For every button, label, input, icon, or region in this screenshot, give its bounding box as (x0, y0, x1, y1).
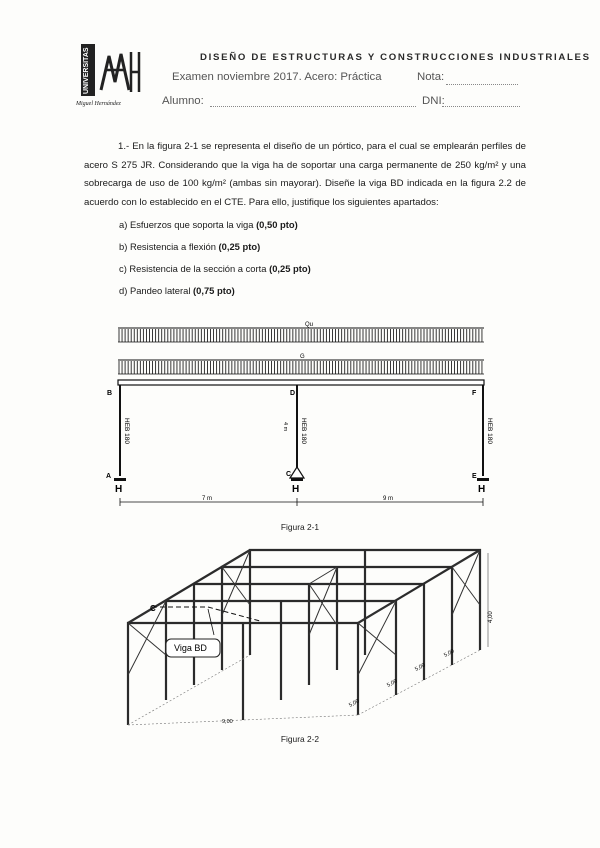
node-a-label: A (106, 473, 112, 480)
question-item-d: d) Pandeo lateral (0,75 pto) (119, 285, 235, 296)
nota-field[interactable] (446, 84, 518, 85)
dni-label: DNI: (422, 95, 445, 107)
figure-2-caption: Figura 2-2 (280, 734, 320, 744)
svg-text:C: C (150, 604, 156, 613)
figure-frame-diagram (100, 318, 500, 513)
load-g-distributed (118, 354, 484, 374)
alumno-field[interactable] (210, 106, 416, 107)
base-c (291, 478, 303, 481)
span-left-label: 7 m (202, 496, 213, 502)
beam-bd-highlight (152, 607, 260, 621)
figure-1-caption: Figura 2-1 (280, 522, 320, 532)
load-q-label: Qu (305, 322, 314, 328)
base-e (477, 478, 489, 481)
dim-width: 9,00 (222, 719, 233, 725)
question-item-b: b) Resistencia a flexión (0,25 pto) (119, 241, 261, 252)
node-b-label: B (107, 390, 113, 397)
column-height-label: 4 m (282, 422, 288, 432)
dni-field[interactable] (442, 106, 520, 107)
dim-front: 5,00 (348, 698, 361, 709)
alumno-label: Alumno: (162, 95, 204, 107)
support-symbol-e: H (478, 484, 486, 495)
callout-label: Viga BD (174, 643, 207, 653)
beam-bdf (118, 380, 484, 385)
support-symbol-c: H (292, 484, 300, 495)
question-item-a: a) Esfuerzos que soporta la viga (0,50 pto) (119, 219, 298, 230)
load-g-label: G (300, 354, 305, 360)
figure-3d-structure (110, 545, 505, 730)
course-title: DISEÑO DE ESTRUCTURAS Y CONSTRUCCIONES INDUSTRIALES (200, 52, 591, 63)
dim-bay-1: 5,00 (386, 678, 399, 689)
base-a (114, 478, 126, 481)
nota-label: Nota: (417, 71, 445, 83)
load-q-distributed (118, 322, 484, 342)
dim-bay-3: 5,00 (443, 648, 456, 659)
profile-left-label: HEB 180 (123, 418, 130, 445)
exam-line: Examen noviembre 2017. Acero: Práctica (172, 71, 382, 83)
problem-statement: 1.- En la figura 2-1 se representa el diseño de un pórtico, para el cual se emplearán perfiles de acero S 275 JR. Considerando que la viga ha de soportar una carga permanente de 250 kg/m² y una sobrecarga de uso de 100 kg/m² (ambas sin mayorar). Diseñe la viga BD indicada en la figura 2.2 de acuerdo con lo establecido en el CTE. Para ello, justifique los siguientes apartados: (84, 141, 526, 208)
span-right-label: 9 m (383, 496, 394, 502)
dim-height: 4,00 (488, 611, 494, 623)
support-symbol-a: H (115, 484, 123, 495)
node-f-label: F (472, 390, 477, 397)
pin-support-c (290, 467, 304, 478)
university-logo (75, 42, 147, 110)
node-e-label: E (472, 473, 477, 480)
profile-right-label: HEB 180 (486, 418, 493, 445)
node-d-label: D (290, 390, 296, 397)
logo-vertical-text: UNIVERSITAS (83, 47, 90, 94)
profile-mid-label: HEB 180 (300, 418, 307, 445)
question-item-c: c) Resistencia de la sección a corta (0,25 pto) (119, 263, 311, 274)
dim-bay-2: 5,00 (414, 662, 427, 673)
university-name: Miguel Hernández (76, 101, 121, 107)
node-c-label: C (286, 471, 292, 478)
